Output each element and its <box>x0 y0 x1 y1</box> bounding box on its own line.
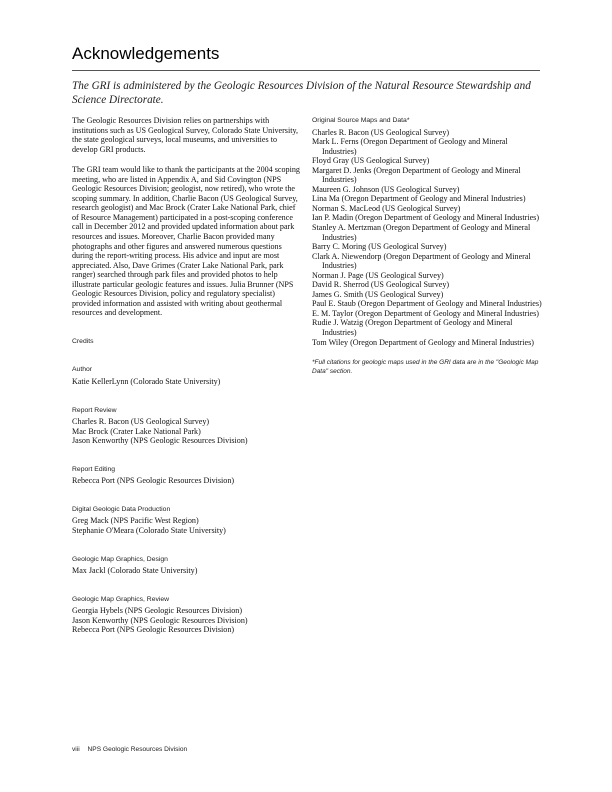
credits-heading: Credits <box>72 337 94 345</box>
page-title: Acknowledgements <box>72 44 220 63</box>
credit-role: Geologic Map Graphics, Review <box>72 595 170 603</box>
credit-name: Greg Mack (NPS Pacific West Region) <box>72 516 199 526</box>
source-entry: Stanley A. Mertzman (Oregon Department of Geology and Mineral Industries) <box>312 223 531 242</box>
subtitle: The GRI is administered by the Geologic Resources Division of the Natural Resource Stewardship and Science Directorate. <box>72 80 531 106</box>
page-number: viii <box>72 746 80 753</box>
source-entry: Paul E. Staub (Oregon Department of Geology and Mineral Industries) <box>312 299 542 309</box>
credit-name: Katie KellerLynn (Colorado State University) <box>72 377 221 387</box>
footer-organization: NPS Geologic Resources Division <box>87 746 188 753</box>
source-entry: Norman J. Page (US Geological Survey) <box>312 270 444 280</box>
source-entry: Lina Ma (Oregon Department of Geology and Mineral Industries) <box>312 194 526 204</box>
source-entry: Margaret D. Jenks (Oregon Department of Geology and Mineral Industries) <box>312 165 521 185</box>
credit-role: Report Review <box>72 406 117 414</box>
source-entry: Barry C. Moring (US Geological Survey) <box>312 242 447 252</box>
credit-role: Digital Geologic Data Production <box>72 505 171 513</box>
credit-role: Geologic Map Graphics, Design <box>72 555 168 563</box>
credit-name: Jason Kenworthy (NPS Geologic Resources Division) <box>72 436 248 446</box>
credit-name: Rebecca Port (NPS Geologic Resources Division) <box>72 476 235 486</box>
credit-name: Charles R. Bacon (US Geological Survey) <box>72 417 210 427</box>
sources-footnote: *Full citations for geologic maps used in the GRI data are in the "Geologic Map Data" section. <box>312 359 539 375</box>
source-entry: Mark L. Ferns (Oregon Department of Geology and Mineral Industries) <box>312 137 508 156</box>
source-entry: E. M. Taylor (Oregon Department of Geology and Mineral Industries) <box>312 308 539 318</box>
credit-name: Max Jackl (Colorado State University) <box>72 566 198 576</box>
credit-name: Stephanie O'Meara (Colorado State University) <box>72 525 226 535</box>
source-entry: Rudie J. Watzig (Oregon Department of Geology and Mineral Industries) <box>312 318 513 338</box>
intro-paragraph: The Geologic Resources Division relies on partnerships with institutions such as US Geological Survey, Colorado State University, the state geological surveys, local museums, and universities to develop GRI products. <box>72 116 298 154</box>
credit-name: Rebecca Port (NPS Geologic Resources Division) <box>72 625 235 635</box>
credit-name: Georgia Hybels (NPS Geologic Resources Division) <box>72 606 243 616</box>
left-column <box>72 116 302 635</box>
source-entry: Clark A. Niewendorp (Oregon Department of Geology and Mineral Industries) <box>312 251 531 271</box>
right-column <box>312 116 542 376</box>
source-entry: David R. Sherrod (US Geological Survey) <box>312 280 450 290</box>
source-entry: Maureen G. Johnson (US Geological Survey) <box>312 184 460 194</box>
thanks-paragraph: The GRI team would like to thank the participants at the 2004 scoping meeting, who are listed in Appendix A, and Sid Covington (NPS Geologic Resources Division; geologist, now retired), who wrote the scoping summary. In addition, Charlie Bacon (US Geological Survey, research geologist) and Mac Brock (Crater Lake National Park, chief of Resource Management) participated in a post-scoping conference call in December 2012 and provided updated information about park resources and issues. Moreover, Charlie Bacon provided many photographs and other figures and answered numerous questions during the report-writing process. His advice and input are most appreciated. Also, Dave Grimes (Crater Lake National Park, park ranger) searched through park files and provided photos to help illustrate particular geologic features and issues. Julia Brunner (NPS Geologic Resources Division, policy and regulatory specialist) provided information and assisted with writing about geothermal resources and development. <box>72 165 300 318</box>
source-entry: Charles R. Bacon (US Geological Survey) <box>312 127 450 137</box>
sources-list <box>312 128 542 348</box>
sources-heading: Original Source Maps and Data* <box>312 117 410 124</box>
credits-list <box>72 365 302 634</box>
source-entry: Ian P. Madin (Oregon Department of Geology and Mineral Industries) <box>312 213 540 223</box>
source-entry: Tom Wiley (Oregon Department of Geology and Mineral Industries) <box>312 337 534 347</box>
title-rule <box>72 70 540 71</box>
credit-role: Report Editing <box>72 465 116 473</box>
credit-name: Jason Kenworthy (NPS Geologic Resources Division) <box>72 615 248 625</box>
credit-name: Mac Brock (Crater Lake National Park) <box>72 426 201 436</box>
source-entry: Floyd Gray (US Geological Survey) <box>312 156 430 166</box>
credit-role: Author <box>72 366 93 374</box>
page-footer <box>72 746 187 753</box>
source-entry: James G. Smith (US Geological Survey) <box>312 289 444 299</box>
source-entry: Norman S. MacLeod (US Geological Survey) <box>312 203 461 213</box>
